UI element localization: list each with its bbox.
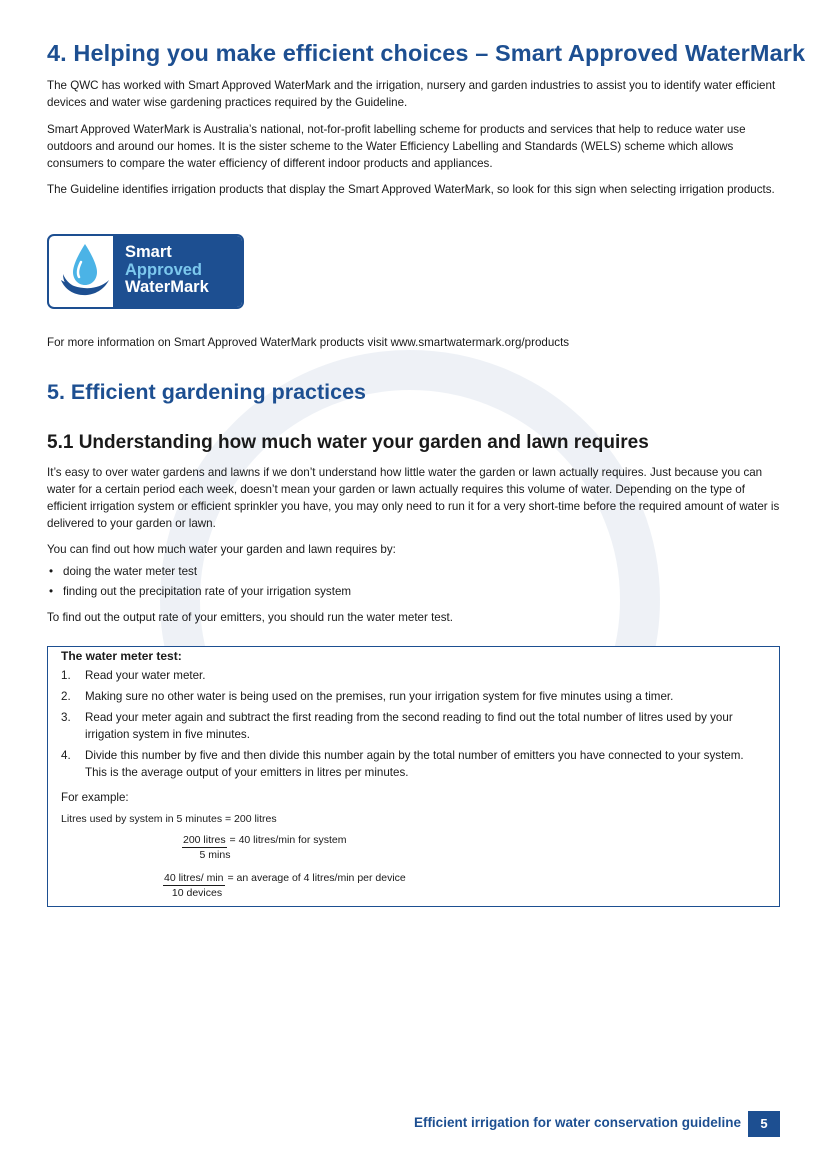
section-4-paragraph-3: The Guideline identifies irrigation products that display the Smart Approved WaterMark, so look for this sign when selecting irrigation products. (47, 183, 775, 196)
section-5-heading: 5. Efficient gardening practices (47, 380, 367, 404)
example-label: For example: (61, 791, 129, 804)
logo-word-watermark: WaterMark (125, 278, 209, 296)
fraction-result: = 40 litres/min for system (229, 834, 347, 846)
requirement-methods-list (47, 562, 351, 602)
bullet-icon: • (49, 565, 54, 578)
section-5-1-paragraph-3: To find out the output rate of your emitters, you should run the water meter test. (47, 611, 453, 624)
section-4-paragraph-2: Smart Approved WaterMark is Australia’s national, not-for-profit labelling scheme for products and services that help to reduce water use outdoors and around our homes. It is the sister scheme to the Water Efficiency Labelling and Standards (WELS) scheme which allows consumers to compare the water efficiency of different indoor products and appliances. (47, 123, 746, 170)
bullet-icon: • (49, 585, 54, 598)
footer-title: Efficient irrigation for water conservation guideline (413, 1115, 741, 1130)
more-info-text: For more information on Smart Approved WaterMark products visit www.smartwatermark.org/products (47, 336, 570, 349)
section-4-paragraph-1: The QWC has worked with Smart Approved WaterMark and the irrigation, nursery and garden industries to assist you to identify water efficient devices and water wise gardening practices required by the Guideline. (47, 79, 776, 109)
water-meter-test-steps (61, 667, 761, 785)
fraction-system-rate (182, 833, 347, 862)
box-title: The water meter test: (61, 649, 182, 663)
fraction-denominator: 10 devices (171, 887, 223, 899)
logo-word-approved: Approved (125, 260, 203, 279)
list-item: 4. Divide this number by five and then divide this number again by the total number of emitters you have connected to your system. This is the average output of your emitters in litres per minutes. (61, 749, 744, 779)
list-item: • finding out the precipitation rate of your irrigation system (47, 582, 351, 602)
section-5-1-paragraph-2: You can find out how much water your garden and lawn requires by: (47, 543, 396, 556)
fraction-numerator: 40 litres/ min (164, 872, 224, 884)
logo-wordmark-panel (113, 236, 242, 307)
list-item: 3. Read your meter again and subtract the first reading from the second reading to find out the total number of litres used by your irrigation system in five minutes. (61, 711, 733, 741)
fraction-result: = an average of 4 litres/min per device (227, 872, 406, 884)
section-5-1-heading: 5.1 Understanding how much water your garden and lawn requires (47, 432, 649, 453)
water-drop-hand-icon (55, 240, 111, 304)
page-number: 5 (748, 1111, 780, 1137)
fraction-denominator: 5 mins (199, 849, 231, 861)
section-4-heading: 4. Helping you make efficient choices – Smart Approved WaterMark (47, 40, 806, 66)
water-meter-test-box (47, 646, 780, 907)
section-5-1-paragraph-1: It’s easy to over water gardens and lawns if we don’t understand how little water the garden or lawn actually requires. Just because you can water for a certain period each week, doesn’t mean your garden or lawn actually requires this volume of water. Depending on the type of efficient irrigation system or efficient sprinkler you have, you may only need to run it for a very short-time before the required amount of water is delivered to your garden or lawn. (47, 466, 780, 530)
list-item: 1. Read your water meter. (61, 669, 206, 682)
list-item: • doing the water meter test (47, 562, 351, 582)
example-calculation-line: Litres used by system in 5 minutes = 200 litres (61, 813, 277, 825)
logo-word-smart: Smart (125, 243, 172, 261)
fraction-numerator: 200 litres (183, 834, 226, 846)
smart-approved-watermark-logo (47, 234, 244, 309)
list-item: 2. Making sure no other water is being used on the premises, run your irrigation system for five minutes using a timer. (61, 690, 674, 703)
fraction-device-rate (163, 871, 406, 900)
